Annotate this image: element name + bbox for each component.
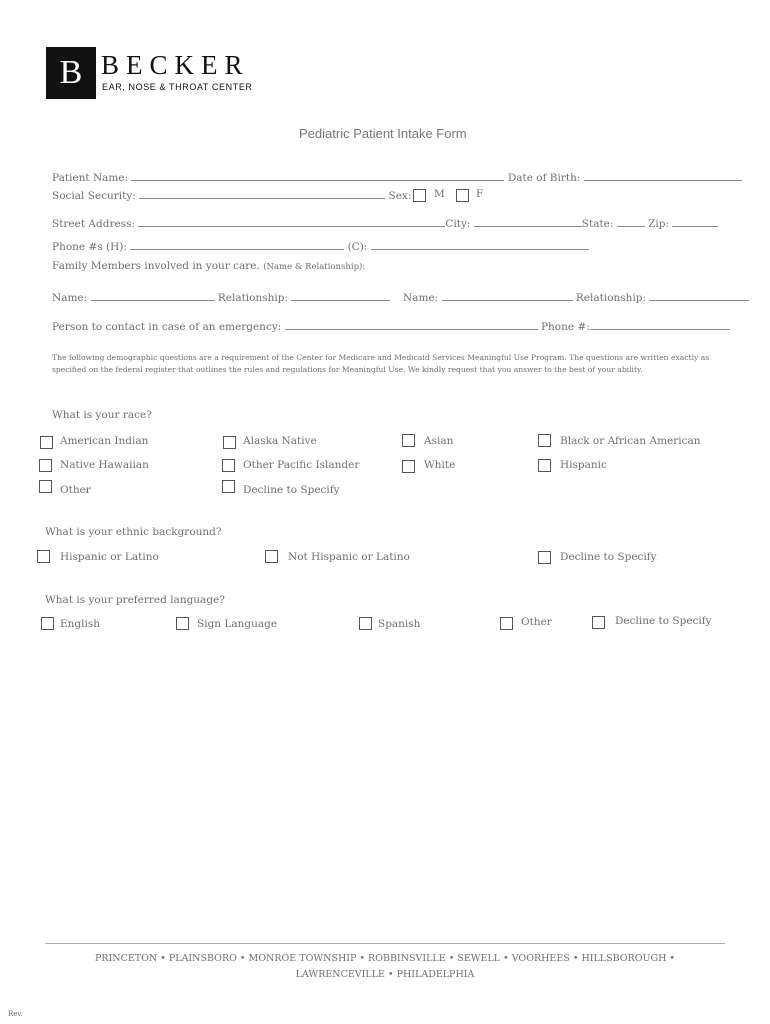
race-hispanic-label: Hispanic xyxy=(560,459,607,471)
race-alaska-native-checkbox[interactable] xyxy=(223,436,236,449)
language-other-checkbox[interactable] xyxy=(500,617,513,630)
dob-field[interactable] xyxy=(584,170,742,181)
patient-name-row xyxy=(52,170,742,184)
phone-cell-field[interactable] xyxy=(371,239,589,250)
family-name-1-label: Name: xyxy=(52,292,88,304)
ethnicity-not-hispanic-label: Not Hispanic or Latino xyxy=(288,551,410,563)
race-pacific-islander-label: Other Pacific Islander xyxy=(243,459,360,471)
ssn-label: Social Security: xyxy=(52,190,136,202)
family-relationship-2-label: Relationship: xyxy=(575,292,647,304)
language-sign-label: Sign Language xyxy=(197,618,278,630)
emergency-phone-field[interactable] xyxy=(590,319,730,330)
sex-f-checkbox[interactable] xyxy=(456,189,469,202)
emergency-contact-label: Person to contact in case of an emergency: xyxy=(52,321,282,333)
state-field[interactable] xyxy=(617,216,645,227)
demographics-notice: The following demographic questions are a requirement of the Center for Medicare and Medicaid Services Meaningful Use Program. The questions are written exactly as specified on the federal register that outlines the rules and regulations for Meaningful Use. We kindly request that you answer to the best of your ability. xyxy=(52,353,710,374)
race-other-checkbox[interactable] xyxy=(39,480,52,493)
race-asian-label: Asian xyxy=(424,435,454,447)
race-other-label: Other xyxy=(60,484,91,496)
race-question: What is your race? xyxy=(52,409,152,421)
state-label: State: xyxy=(581,218,614,230)
sex-m-label: M xyxy=(434,188,445,200)
zip-field[interactable] xyxy=(672,216,718,227)
race-asian-checkbox[interactable] xyxy=(402,434,415,447)
family-members-note: (Name & Relationship): xyxy=(263,262,366,272)
street-address-label: Street Address: xyxy=(52,218,135,230)
patient-name-label: Patient Name: xyxy=(52,172,129,184)
sex-f-label: F xyxy=(476,188,484,200)
phone-cell-label: (C): xyxy=(347,241,368,253)
race-pacific-islander-checkbox[interactable] xyxy=(222,459,235,472)
race-american-indian-checkbox[interactable] xyxy=(40,436,53,449)
race-decline-label: Decline to Specify xyxy=(243,484,340,496)
language-english-checkbox[interactable] xyxy=(41,617,54,630)
family-relationship-2-field[interactable] xyxy=(649,290,749,301)
ssn-field[interactable] xyxy=(139,188,385,199)
ethnicity-question: What is your ethnic background? xyxy=(45,526,222,538)
logo-name: BECKER xyxy=(101,50,250,80)
family-name-1-field[interactable] xyxy=(91,290,215,301)
emergency-contact-field[interactable] xyxy=(285,319,538,330)
ethnicity-not-hispanic-checkbox[interactable] xyxy=(265,550,278,563)
footer-locations-line1: PRINCETON • PLAINSBORO • MONROE TOWNSHIP • ROBBINSVILLE • SEWELL • VOORHEES • HILLSBOROUGH • xyxy=(94,953,676,964)
emergency-phone-label: Phone #: xyxy=(540,321,590,333)
phone-home-label: Phone #s (H): xyxy=(52,241,127,253)
language-decline-label: Decline to Specify xyxy=(615,615,712,627)
race-american-indian-label: American Indian xyxy=(60,435,149,447)
form-title: Pediatric Patient Intake Form xyxy=(299,126,467,141)
logo-subtitle: EAR, NOSE & THROAT CENTER xyxy=(102,82,253,92)
race-native-hawaiian-checkbox[interactable] xyxy=(39,459,52,472)
zip-label: Zip: xyxy=(648,218,670,230)
ethnicity-decline-checkbox[interactable] xyxy=(538,551,551,564)
language-spanish-label: Spanish xyxy=(378,618,421,630)
phone-home-field[interactable] xyxy=(130,239,344,250)
race-black-label: Black or African American xyxy=(560,435,701,447)
race-decline-checkbox[interactable] xyxy=(222,480,235,493)
footer-divider xyxy=(45,943,725,944)
revision-label: Rev. xyxy=(8,1010,23,1018)
logo-mark xyxy=(46,47,96,99)
language-english-label: English xyxy=(60,618,101,630)
race-native-hawaiian-label: Native Hawaiian xyxy=(60,459,149,471)
race-hispanic-checkbox[interactable] xyxy=(538,459,551,472)
footer-locations-line2: LAWRENCEVILLE • PHILADELPHIA xyxy=(295,969,475,980)
dob-label: Date of Birth: xyxy=(507,172,581,184)
ethnicity-hispanic-label: Hispanic or Latino xyxy=(60,551,159,563)
family-name-2-label: Name: xyxy=(403,292,439,304)
phone-row xyxy=(52,239,589,253)
ethnicity-decline-label: Decline to Specify xyxy=(560,551,657,563)
sex-label: Sex: xyxy=(388,190,412,202)
race-white-checkbox[interactable] xyxy=(402,460,415,473)
logo-letter: B xyxy=(59,54,83,91)
family-members-row xyxy=(52,260,365,272)
city-field[interactable] xyxy=(474,216,582,227)
language-spanish-checkbox[interactable] xyxy=(359,617,372,630)
language-decline-checkbox[interactable] xyxy=(592,616,605,629)
ethnicity-hispanic-checkbox[interactable] xyxy=(37,550,50,563)
race-alaska-native-label: Alaska Native xyxy=(243,435,317,447)
race-black-checkbox[interactable] xyxy=(538,434,551,447)
family-members-label: Family Members involved in your care. xyxy=(52,260,260,272)
emergency-row xyxy=(52,319,730,333)
language-other-label: Other xyxy=(521,616,552,628)
family-relationship-1-field[interactable] xyxy=(291,290,390,301)
patient-name-field[interactable] xyxy=(131,170,504,181)
language-question: What is your preferred language? xyxy=(45,594,225,606)
family-name-2-field[interactable] xyxy=(442,290,573,301)
family-relationship-1-label: Relationship: xyxy=(217,292,289,304)
family-member-row xyxy=(52,290,749,304)
sex-m-checkbox[interactable] xyxy=(413,189,426,202)
city-label: City: xyxy=(445,218,471,230)
race-white-label: White xyxy=(424,459,456,471)
language-sign-checkbox[interactable] xyxy=(176,617,189,630)
street-address-field[interactable] xyxy=(138,216,445,227)
address-row xyxy=(52,216,718,230)
ssn-row xyxy=(52,188,411,202)
